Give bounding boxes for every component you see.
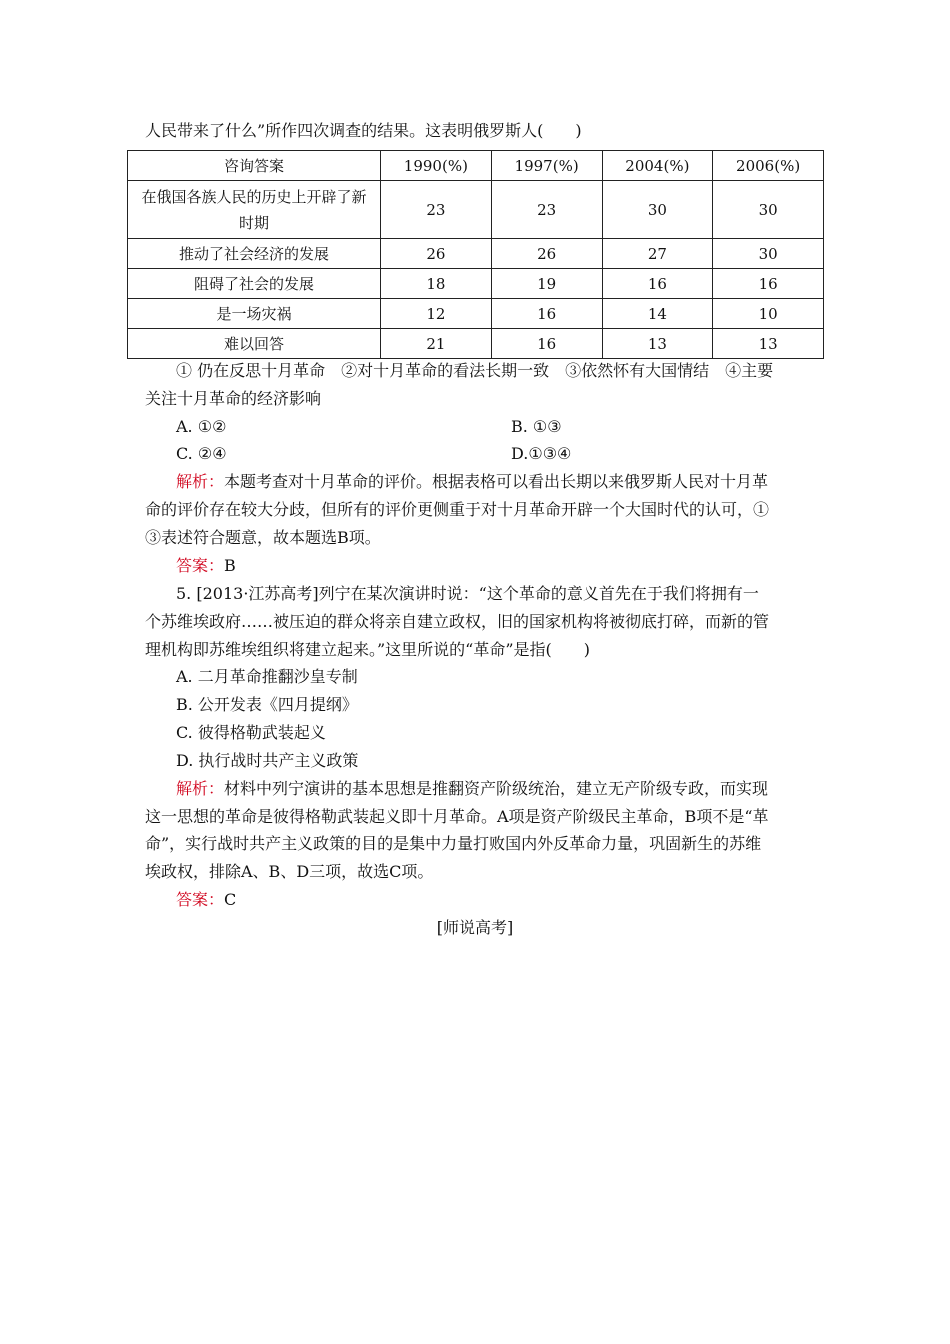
- q4-analysis-text: 本题考查对十月革命的评价。根据表格可以看出长期以来俄罗斯人民对十月革: [224, 472, 769, 491]
- table-cell: 14: [602, 299, 713, 329]
- table-cell: 27: [602, 239, 713, 269]
- table-cell: 18: [381, 269, 492, 299]
- table-header: 2004(%): [602, 151, 713, 181]
- table-cell: 30: [602, 181, 713, 239]
- table-row: [128, 329, 824, 359]
- table-cell: 16: [491, 299, 602, 329]
- q5-option-a: A. 二月革命推翻沙皇专制: [176, 667, 358, 686]
- table-cell: 26: [381, 239, 492, 269]
- q5-stem-line-2: 个苏维埃政府……被压迫的群众将亲自建立政权，旧的国家机构将被彻底打碎，而新的管: [145, 612, 770, 631]
- table-cell-label: 阻碍了社会的发展: [128, 269, 381, 299]
- table-row: [128, 239, 824, 269]
- q4-statements-line-1: ① 仍在反思十月革命 ②对十月革命的看法长期一致 ③依然怀有大国情结 ④主要: [176, 361, 774, 380]
- table-cell: 13: [602, 329, 713, 359]
- q5-stem-line-3: 理机构即苏维埃组织将建立起来。”这里所说的“革命”是指( ): [145, 640, 591, 659]
- q4-analysis-line-3: ③表述符合题意，故本题选B项。: [145, 528, 381, 547]
- table-cell: 13: [713, 329, 824, 359]
- q5-analysis-label: 解析：: [176, 779, 225, 798]
- table-cell: 26: [491, 239, 602, 269]
- table-row: [128, 181, 824, 239]
- q5-answer-label: 答案：: [176, 890, 225, 909]
- q4-answer: B: [224, 556, 236, 575]
- table-header-row: [128, 151, 824, 181]
- table-header: 1997(%): [491, 151, 602, 181]
- table-cell-label: 在俄国各族人民的历史上开辟了新时期: [128, 181, 381, 239]
- table-cell: 16: [713, 269, 824, 299]
- q4-analysis-label: 解析：: [176, 472, 225, 491]
- q5-analysis-text: 材料中列宁演讲的基本思想是推翻资产阶级统治，建立无产阶级专政，而实现: [224, 779, 769, 798]
- q5-analysis-line-4: 埃政权，排除A、B、D三项，故选C项。: [145, 862, 434, 881]
- table-cell: 12: [381, 299, 492, 329]
- section-title: [师说高考]: [436, 918, 514, 937]
- table-cell: 16: [602, 269, 713, 299]
- q4-option-b: B. ①③: [511, 417, 562, 436]
- table-cell: 30: [713, 239, 824, 269]
- table-cell: 19: [491, 269, 602, 299]
- q5-option-b: B. 公开发表《四月提纲》: [176, 695, 358, 714]
- table-row: [128, 299, 824, 329]
- table-cell: 10: [713, 299, 824, 329]
- q5-option-d: D. 执行战时共产主义政策: [176, 751, 359, 770]
- q4-analysis-line-2: 命的评价存在较大分歧，但所有的评价更侧重于对十月革命开辟一个大国时代的认可，①: [145, 500, 770, 519]
- q4-option-d: D.①③④: [511, 444, 572, 463]
- table-cell-label: 难以回答: [128, 329, 381, 359]
- q4-analysis-line-1: [176, 472, 768, 492]
- table-cell: 30: [713, 181, 824, 239]
- q4-answer-label: 答案：: [176, 556, 225, 575]
- table-cell: 23: [491, 181, 602, 239]
- q4-option-c: C. ②④: [176, 444, 227, 463]
- q4-statements-line-2: 关注十月革命的经济影响: [145, 389, 322, 408]
- q5-stem-line-1: 5. [2013·江苏高考]列宁在某次演讲时说：“这个革命的意义首先在于我们将拥有一: [176, 584, 759, 603]
- q5-answer: C: [224, 890, 237, 909]
- q4-answer-line: [176, 556, 236, 576]
- table-cell: 21: [381, 329, 492, 359]
- table-header: 1990(%): [381, 151, 492, 181]
- table-header: 咨询答案: [128, 151, 381, 181]
- question-intro: 人民带来了什么”所作四次调查的结果。这表明俄罗斯人( ): [145, 121, 582, 140]
- survey-table: [127, 150, 824, 359]
- table-cell: 16: [491, 329, 602, 359]
- table-row: [128, 269, 824, 299]
- table-cell-label: 是一场灾祸: [128, 299, 381, 329]
- q5-answer-line: [176, 890, 236, 910]
- q5-analysis-line-1: [176, 779, 768, 799]
- table-cell-label: 推动了社会经济的发展: [128, 239, 381, 269]
- q5-analysis-line-3: 命”，实行战时共产主义政策的目的是集中力量打败国内外反革命力量，巩固新生的苏维: [145, 834, 762, 853]
- q5-analysis-line-2: 这一思想的革命是彼得格勒武装起义即十月革命。A项是资产阶级民主革命，B项不是“革: [145, 807, 769, 826]
- q4-option-a: A. ①②: [176, 417, 227, 436]
- table-cell: 23: [381, 181, 492, 239]
- table-header: 2006(%): [713, 151, 824, 181]
- q5-option-c: C. 彼得格勒武装起义: [176, 723, 326, 742]
